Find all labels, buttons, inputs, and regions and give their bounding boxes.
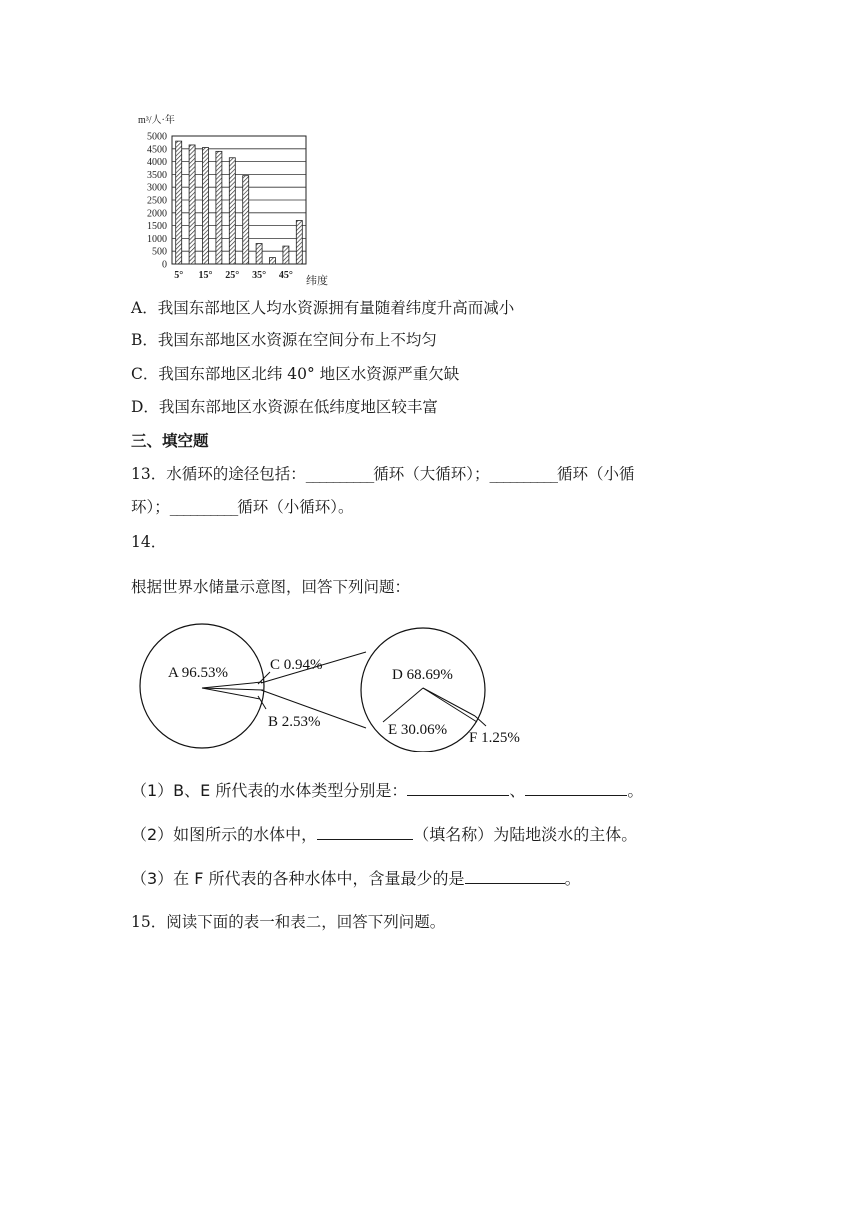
question-13-line-1 bbox=[131, 464, 635, 484]
option-a: A．我国东部地区人均水资源拥有量随着纬度升高而减小 bbox=[131, 299, 515, 317]
q13-blank-2[interactable]: __________ bbox=[489, 465, 557, 483]
y-tick-label: 500 bbox=[152, 246, 167, 258]
y-tick-label: 4000 bbox=[147, 157, 167, 169]
sub2-prefix: （2）如图所示的水体中， bbox=[131, 825, 318, 844]
option-d: D．我国东部地区水资源在低纬度地区较丰富 bbox=[131, 398, 438, 416]
y-tick-label: 3000 bbox=[147, 182, 167, 194]
label-c: C 0.94% bbox=[270, 657, 323, 673]
sub1-mid: 、 bbox=[509, 781, 526, 800]
sub3-prefix: （3）在 F 所代表的各种水体中，含量最少的是 bbox=[131, 869, 465, 888]
x-tick-label: 45° bbox=[278, 270, 293, 281]
question-14-intro: 根据世界水储量示意图，回答下列问题： bbox=[131, 578, 411, 596]
bar bbox=[176, 141, 182, 264]
q13-part4: 环）； bbox=[131, 498, 170, 516]
question-14-sub2 bbox=[131, 825, 637, 845]
y-axis-label: m³/人·年 bbox=[138, 115, 175, 126]
bar bbox=[203, 148, 209, 264]
x-tick-label: 5° bbox=[174, 270, 184, 281]
y-tick-label: 5000 bbox=[147, 131, 167, 143]
question-15: 15．阅读下面的表一和表二，回答下列问题。 bbox=[131, 913, 446, 931]
y-tick-label: 1000 bbox=[147, 233, 167, 245]
bar bbox=[229, 158, 235, 264]
sub3-end: 。 bbox=[564, 869, 581, 888]
bar bbox=[216, 151, 222, 264]
q13-part3: 循环（小循 bbox=[557, 465, 635, 483]
option-c: C．我国东部地区北纬 40° 地区水资源严重欠缺 bbox=[131, 365, 460, 383]
y-tick-label: 3500 bbox=[147, 169, 167, 181]
y-tick-label: 1500 bbox=[147, 221, 167, 233]
q13-part1: 13．水循环的途径包括： bbox=[131, 465, 306, 483]
label-f: F 1.25% bbox=[469, 730, 520, 746]
section-heading: 三、填空题 bbox=[131, 432, 209, 450]
y-tick-label: 2000 bbox=[147, 208, 167, 220]
question-13-line-2 bbox=[131, 497, 354, 517]
sub1-end: 。 bbox=[627, 781, 644, 800]
water-storage-diagram bbox=[130, 612, 532, 752]
question-14-number: 14． bbox=[131, 533, 167, 551]
bar bbox=[243, 176, 249, 264]
q13-blank-1[interactable]: __________ bbox=[305, 465, 374, 483]
sub2-blank[interactable] bbox=[317, 825, 413, 840]
x-tick-label: 15° bbox=[198, 270, 213, 281]
bar bbox=[296, 220, 302, 264]
x-tick-label: 35° bbox=[252, 270, 267, 281]
bar bbox=[256, 244, 262, 264]
bar bbox=[270, 258, 276, 264]
sub2-suffix: （填名称）为陆地淡水的主体。 bbox=[413, 825, 638, 844]
sub3-blank[interactable] bbox=[465, 869, 565, 884]
sub1-blank-1[interactable] bbox=[407, 781, 509, 796]
q13-part2: 循环（大循环）； bbox=[373, 465, 490, 483]
label-d: D 68.69% bbox=[392, 667, 453, 683]
q13-blank-3[interactable]: __________ bbox=[169, 498, 238, 516]
bar bbox=[189, 145, 195, 264]
label-b: B 2.53% bbox=[268, 714, 321, 730]
bar bbox=[283, 246, 289, 264]
q13-part5: 循环（小循环）。 bbox=[237, 498, 354, 516]
label-e: E 30.06% bbox=[388, 722, 448, 738]
label-a: A 96.53% bbox=[168, 665, 228, 681]
sub1-prefix: （1）B、E 所代表的水体类型分别是： bbox=[131, 781, 408, 800]
question-14-sub1 bbox=[131, 781, 643, 801]
y-tick-label: 0 bbox=[162, 259, 167, 271]
sub1-blank-2[interactable] bbox=[525, 781, 627, 796]
x-tick-label: 25° bbox=[225, 270, 240, 281]
y-tick-label: 4500 bbox=[147, 144, 167, 156]
option-b: B．我国东部地区水资源在空间分布上不均匀 bbox=[131, 331, 437, 349]
water-per-capita-bar-chart bbox=[130, 108, 360, 288]
x-axis-label: 纬度 bbox=[306, 275, 328, 287]
question-14-sub3 bbox=[131, 869, 581, 889]
y-tick-label: 2500 bbox=[147, 195, 167, 207]
